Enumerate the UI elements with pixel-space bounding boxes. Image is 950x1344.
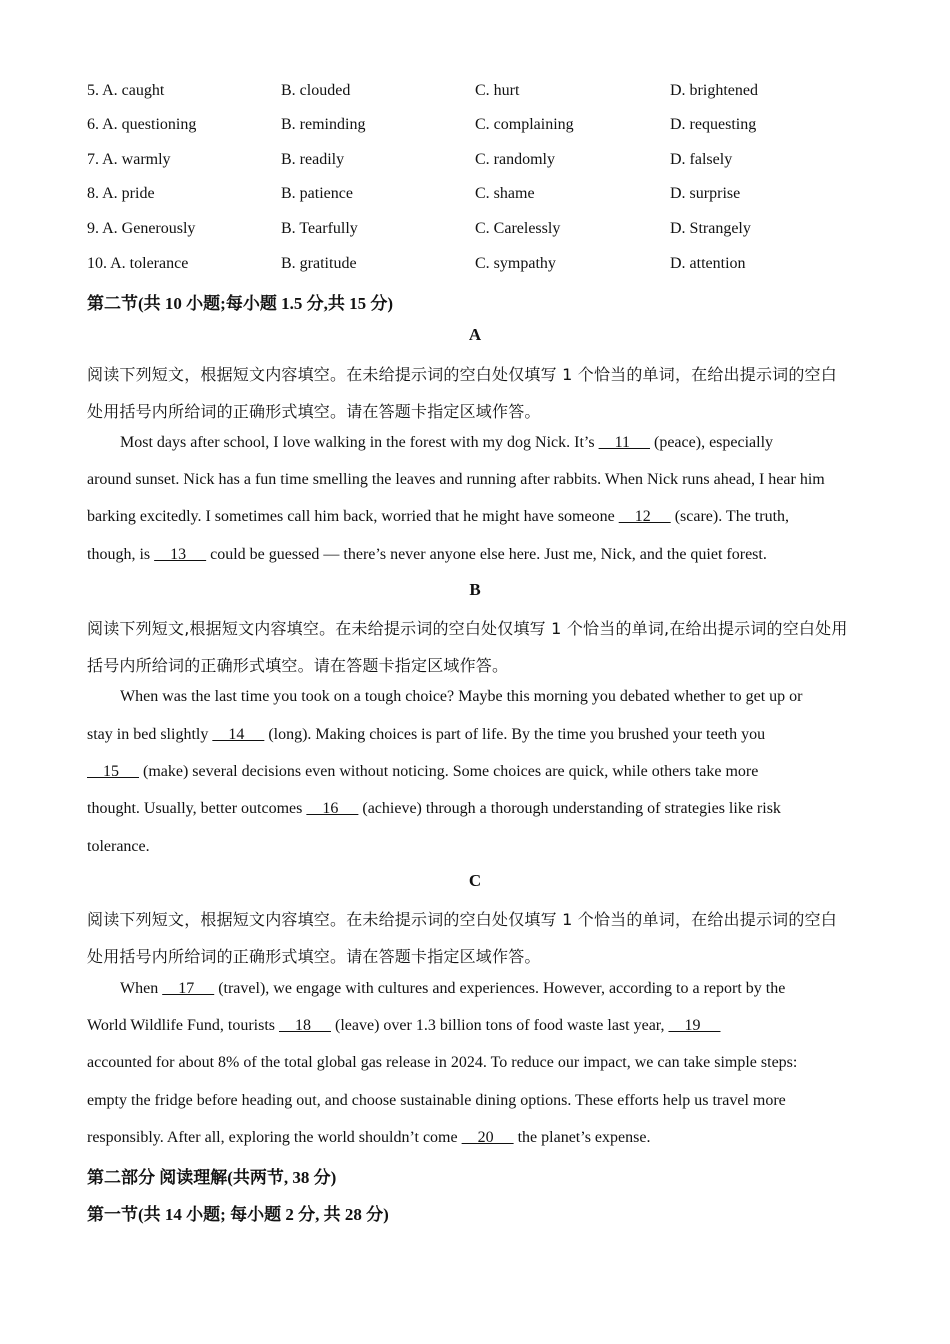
option-a: 8. A. pride: [87, 185, 155, 202]
option-row-8: [87, 185, 887, 209]
option-row-10: [87, 255, 887, 279]
option-d: D. attention: [670, 255, 746, 272]
passage-letter: C: [468, 871, 482, 890]
instruction-line: 阅读下列短文，根据短文内容填空。在未给提示词的空白处仅填写 1 个恰当的单词，在给出提示词的空白: [87, 365, 837, 384]
option-row-7: [87, 151, 887, 175]
blank-13: 13: [154, 546, 207, 563]
passage-line: responsibly. After all, exploring the world shouldn’t come 20 the planet’s expense.: [87, 1129, 651, 1146]
section-heading: 第二节(共 10 小题;每小题 1.5 分,共 15 分): [87, 294, 393, 313]
passage-line: When 17 (travel), we engage with cultures and experiences. However, according to a report by the: [120, 980, 786, 997]
passage-line: 15 (make) several decisions even without noticing. Some choices are quick, while others take more: [87, 763, 759, 780]
blank-14: 14: [212, 726, 265, 743]
option-b: B. Tearfully: [281, 220, 358, 237]
blank-11: 11: [598, 434, 650, 451]
part-heading: 第二部分 阅读理解(共两节, 38 分): [87, 1168, 337, 1187]
passage-line: barking excitedly. I sometimes call him back, worried that he might have someone 12 (scare). The truth,: [87, 508, 790, 525]
blank-18: 18: [279, 1017, 331, 1034]
passage-line: World Wildlife Fund, tourists 18 (leave) over 1.3 billion tons of food waste last year, 19: [87, 1017, 721, 1034]
blank-19: 19: [668, 1017, 721, 1034]
instruction-line: 阅读下列短文，根据短文内容填空。在未给提示词的空白处仅填写 1 个恰当的单词，在给出提示词的空白: [87, 910, 837, 929]
passage-line: When was the last time you took on a tough choice? Maybe this morning you debated whether to get up or: [120, 688, 803, 705]
option-b: B. clouded: [281, 82, 351, 99]
option-a: 6. A. questioning: [87, 116, 197, 133]
section-heading: 第一节(共 14 小题; 每小题 2 分, 共 28 分): [87, 1205, 389, 1224]
passage-line: around sunset. Nick has a fun time smelling the leaves and running after rabbits. When Nick runs ahead, I hear him: [87, 471, 825, 488]
option-d: D. requesting: [670, 116, 757, 133]
option-row-5: [87, 82, 887, 106]
option-d: D. brightened: [670, 82, 758, 99]
instruction-line: 括号内所给词的正确形式填空。请在答题卡指定区域作答。: [87, 656, 509, 675]
option-a: 7. A. warmly: [87, 151, 171, 168]
option-c: C. randomly: [475, 151, 555, 168]
passage-letter: A: [468, 325, 482, 344]
passage-line: though, is 13 could be guessed — there’s never anyone else here. Just me, Nick, and the quiet forest.: [87, 546, 767, 563]
passage-line: thought. Usually, better outcomes 16 (achieve) through a thorough understanding of strategies like risk: [87, 800, 781, 817]
option-b: B. patience: [281, 185, 353, 202]
option-c: C. complaining: [475, 116, 574, 133]
option-b: B. gratitude: [281, 255, 357, 272]
option-c: C. sympathy: [475, 255, 556, 272]
option-row-6: [87, 116, 887, 140]
option-c: C. shame: [475, 185, 535, 202]
passage-line: tolerance.: [87, 838, 150, 855]
passage-line: empty the fridge before heading out, and choose sustainable dining options. These efforts help us travel more: [87, 1092, 786, 1109]
option-a: 10. A. tolerance: [87, 255, 189, 272]
option-b: B. readily: [281, 151, 345, 168]
blank-16: 16: [306, 800, 359, 817]
option-d: D. surprise: [670, 185, 741, 202]
option-c: C. Carelessly: [475, 220, 561, 237]
blank-12: 12: [618, 508, 671, 525]
passage-line: Most days after school, I love walking in the forest with my dog Nick. It’s 11 (peace), especially: [120, 434, 774, 451]
blank-15: 15: [87, 763, 139, 780]
instruction-line: 处用括号内所给词的正确形式填空。请在答题卡指定区域作答。: [87, 947, 541, 966]
blank-20: 20: [461, 1129, 514, 1146]
passage-letter: B: [469, 580, 481, 599]
option-d: D. falsely: [670, 151, 733, 168]
option-row-9: [87, 220, 887, 244]
passage-line: stay in bed slightly 14 (long). Making choices is part of life. By the time you brushed your teeth you: [87, 726, 766, 743]
option-a: 5. A. caught: [87, 82, 165, 99]
blank-17: 17: [162, 980, 215, 997]
option-b: B. reminding: [281, 116, 366, 133]
option-c: C. hurt: [475, 82, 520, 99]
instruction-line: 阅读下列短文,根据短文内容填空。在未给提示词的空白处仅填写 1 个恰当的单词,在给出提示词的空白处用: [87, 619, 848, 638]
option-a: 9. A. Generously: [87, 220, 196, 237]
passage-line: accounted for about 8% of the total global gas release in 2024. To reduce our impact, we can take simple steps:: [87, 1054, 798, 1071]
instruction-line: 处用括号内所给词的正确形式填空。请在答题卡指定区域作答。: [87, 402, 541, 421]
option-d: D. Strangely: [670, 220, 751, 237]
